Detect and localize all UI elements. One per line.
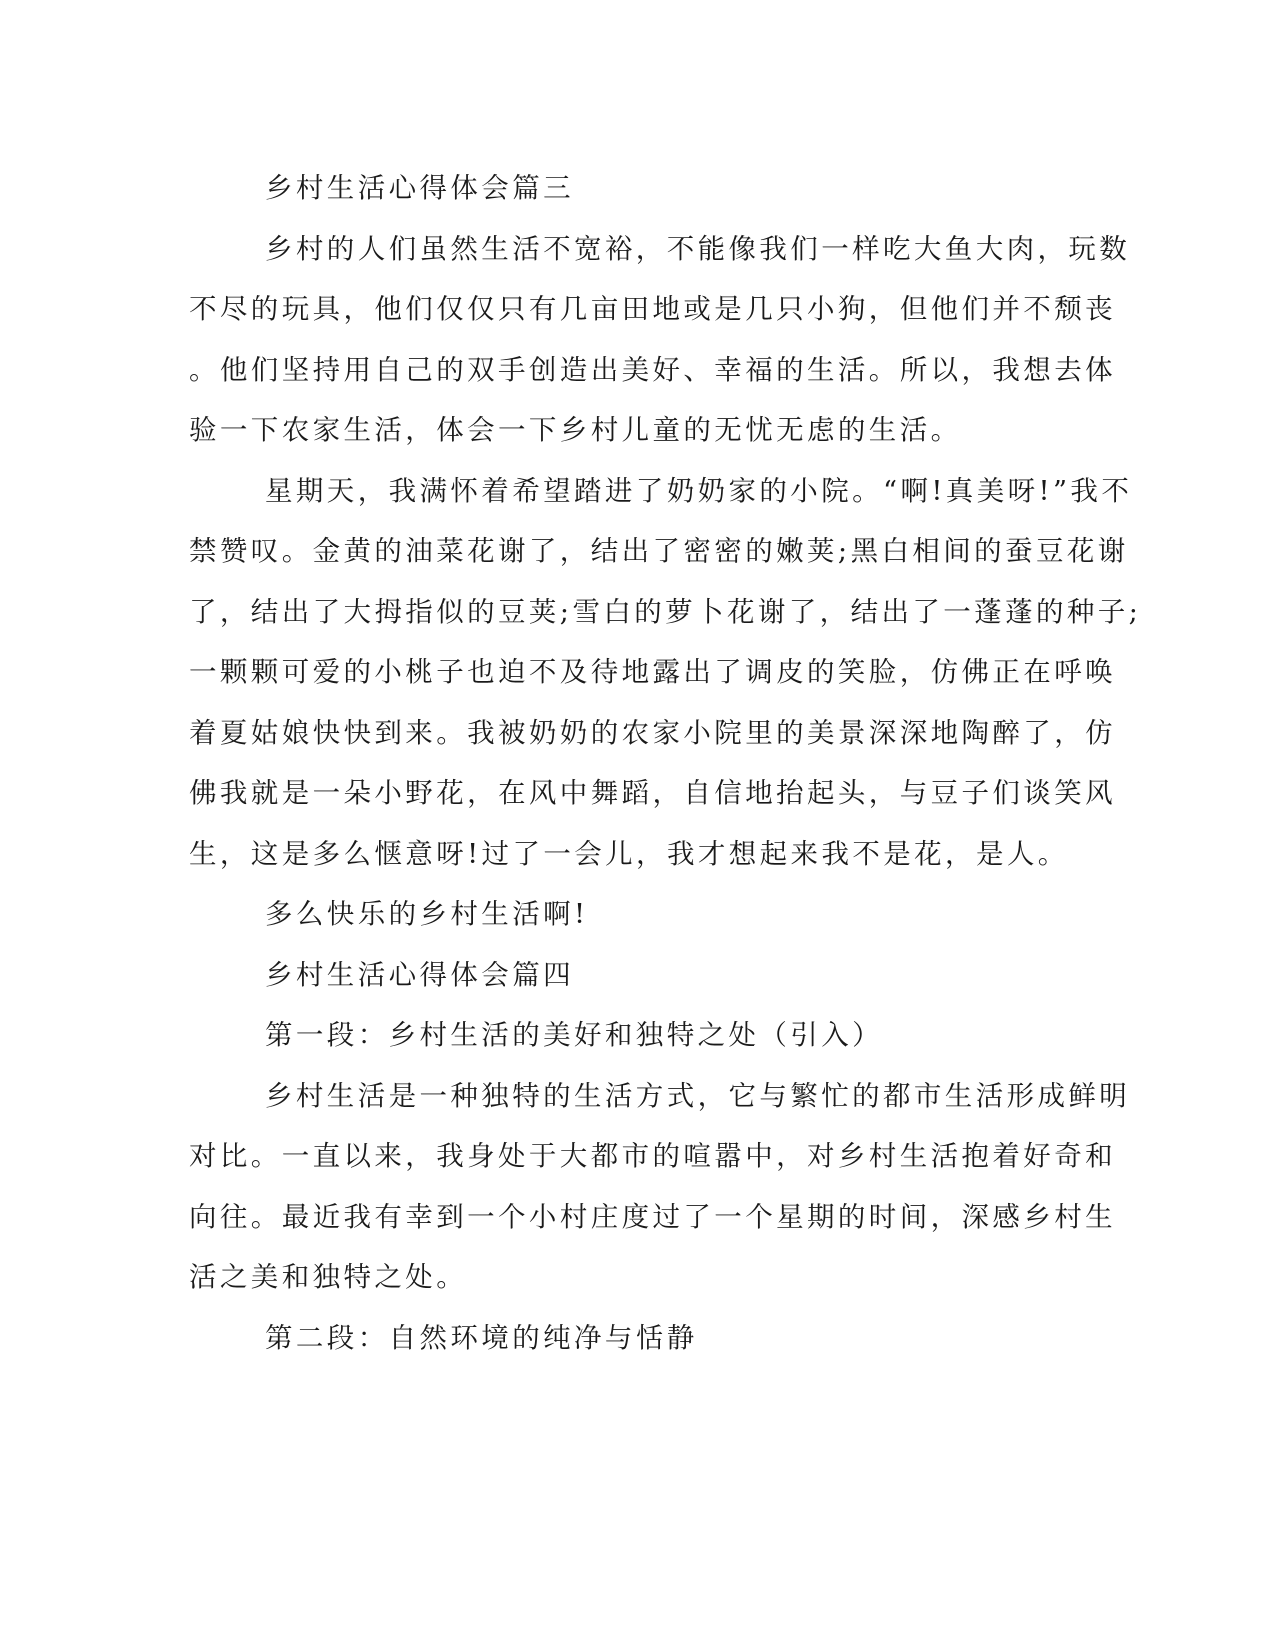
paragraph-line: 对比。一直以来，我身处于大都市的喧嚣中，对乡村生活抱着好奇和 — [189, 1140, 1116, 1172]
paragraph-line: 佛我就是一朵小野花，在风中舞蹈，自信地抬起头，与豆子们谈笑风 — [189, 777, 1116, 809]
paragraph-line: 乡村的人们虽然生活不宽裕，不能像我们一样吃大鱼大肉，玩数 — [265, 232, 1131, 265]
document-body — [189, 158, 1142, 1368]
section-heading-one: 第一段：乡村生活的美好和独特之处（引入） — [265, 1019, 883, 1051]
paragraph-line: 一颗颗可爱的小桃子也迫不及待地露出了调皮的笑脸，仿佛正在呼唤 — [189, 656, 1116, 688]
paragraph-line: 多么快乐的乡村生活啊! — [265, 898, 589, 930]
section-heading-two: 第二段：自然环境的纯净与恬静 — [265, 1321, 698, 1354]
paragraph-line: 乡村生活是一种独特的生活方式，它与繁忙的都市生活形成鲜明 — [265, 1079, 1131, 1112]
paragraph-line: 。他们坚持用自己的双手创造出美好、幸福的生活。所以，我想去体 — [189, 353, 1116, 386]
paragraph-line: 向往。最近我有幸到一个小村庄度过了一个星期的时间，深感乡村生 — [189, 1200, 1116, 1233]
paragraph-line: 不尽的玩具，他们仅仅只有几亩田地或是几只小狗，但他们并不颓丧 — [189, 293, 1116, 325]
paragraph-line: 了，结出了大拇指似的豆荚;雪白的萝卜花谢了，结出了一蓬蓬的种子; — [189, 595, 1142, 628]
paragraph-line: 活之美和独特之处。 — [189, 1261, 468, 1293]
heading-part-four: 乡村生活心得体会篇四 — [265, 958, 574, 991]
paragraph-line: 验一下农家生活，体会一下乡村儿童的无忧无虑的生活。 — [189, 414, 962, 446]
paragraph-line: 着夏姑娘快快到来。我被奶奶的农家小院里的美景深深地陶醉了，仿 — [189, 716, 1116, 749]
heading-part-three: 乡村生活心得体会篇三 — [265, 172, 574, 204]
paragraph-line: 星期天，我满怀着希望踏进了奶奶家的小院。“啊!真美呀!”我不 — [265, 474, 1133, 507]
paragraph-line: 生，这是多么惬意呀!过了一会儿，我才想起来我不是花，是人。 — [189, 837, 1069, 870]
paragraph-line: 禁赞叹。金黄的油菜花谢了，结出了密密的嫩荚;黑白相间的蚕豆花谢 — [189, 535, 1129, 567]
